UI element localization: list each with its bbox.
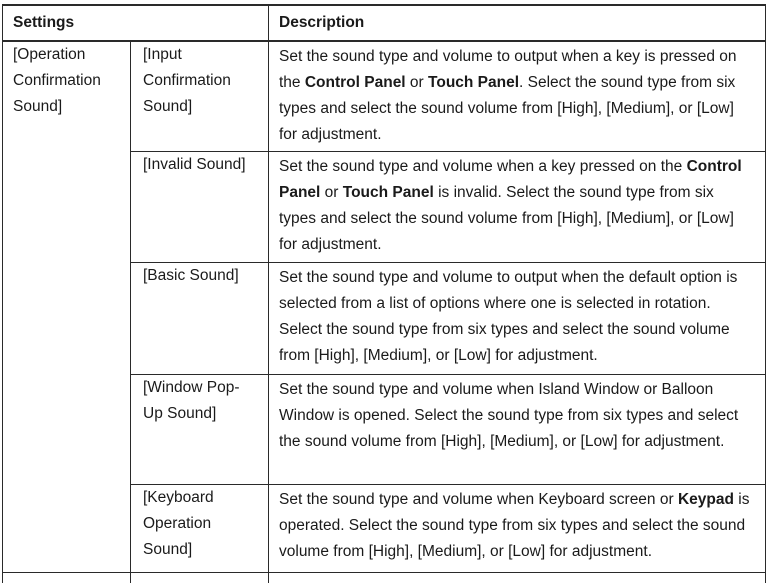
continuation-cell xyxy=(131,573,269,583)
description-basic: Set the sound type and volume to output when the default option is selected from a list of options where one is selected in rotation. Select the sound type from six types and select the sound volume from [High], [Medium], or [Low] for adjustment. xyxy=(269,263,766,375)
setting-name-window-popup: [Window Pop-Up Sound] xyxy=(131,375,269,485)
operation-confirmation-sound-cell: [Operation Confirmation Sound] xyxy=(3,41,131,573)
description-input-confirmation: Set the sound type and volume to output when a key is pressed on the Control Panel or Touch Panel. Select the sound type from six types and select the sound volume from [High], [Medium], or [Low] for adjustment. xyxy=(269,41,766,152)
continuation-cell xyxy=(269,573,766,583)
setting-name-keyboard-operation: [Keyboard Operation Sound] xyxy=(131,485,269,573)
header-row xyxy=(3,5,766,41)
setting-name-input-confirmation: [Input Confirmation Sound] xyxy=(131,41,269,152)
table-row xyxy=(3,41,766,152)
continuation-cell xyxy=(3,573,131,583)
setting-name-basic: [Basic Sound] xyxy=(131,263,269,375)
table-row-continuation xyxy=(3,573,766,583)
settings-table xyxy=(2,4,766,583)
description-window-popup: Set the sound type and volume when Island Window or Balloon Window is opened. Select the sound type from six types and select the sound volume from [High], [Medium], or [Low] for adjustment. xyxy=(269,375,766,485)
description-keyboard-operation: Set the sound type and volume when Keyboard screen or Keypad is operated. Select the sound type from six types and select the sound volume from [High], [Medium], or [Low] for adjustment. xyxy=(269,485,766,573)
description-header: Description xyxy=(269,5,766,41)
description-invalid: Set the sound type and volume when a key pressed on the Control Panel or Touch Panel is invalid. Select the sound type from six types and select the sound volume from [High], [Medium], or [Low] for adjustment. xyxy=(269,152,766,263)
setting-name-invalid: [Invalid Sound] xyxy=(131,152,269,263)
settings-header: Settings xyxy=(3,5,269,41)
